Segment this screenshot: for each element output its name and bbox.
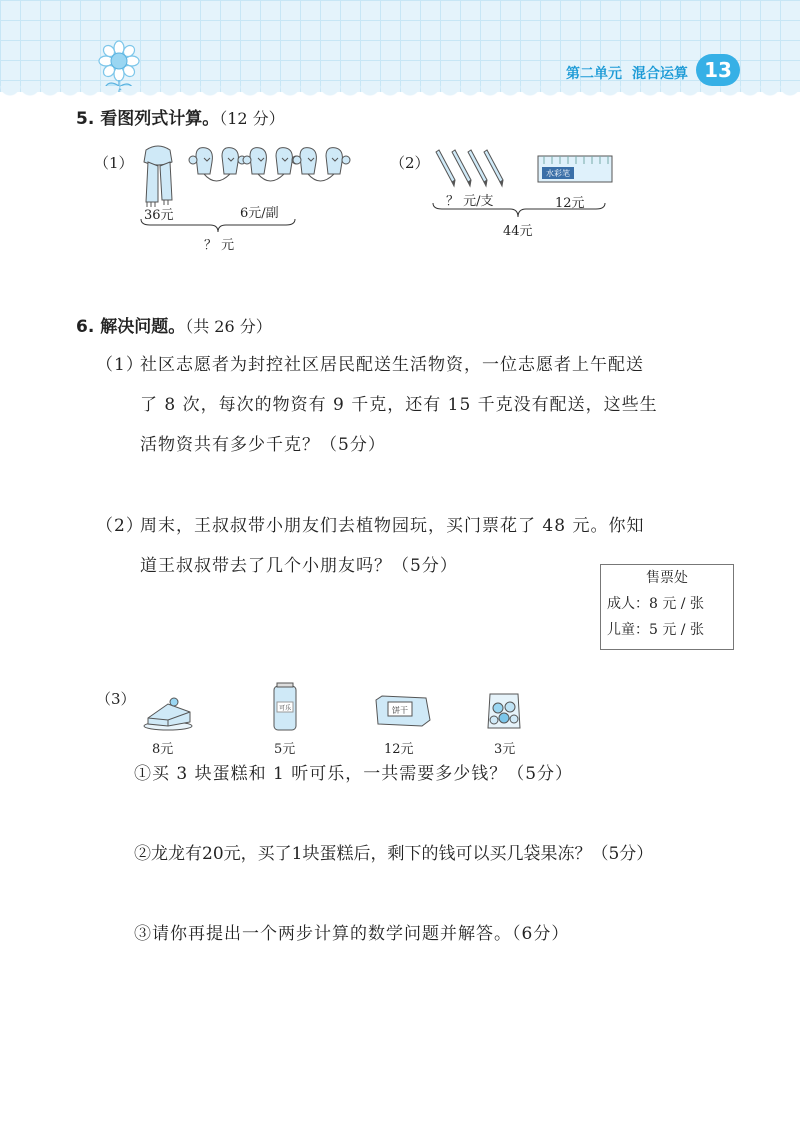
gloves-price: 6元/副 [240,206,279,221]
gloves-pair-icon [293,148,350,181]
unit-label: 第二单元 [566,66,622,82]
pen-box-icon [536,150,616,186]
q1-text [140,345,780,465]
cola-can-icon [271,682,299,734]
q1-line: 了 8 次，每次的物资有 9 千克，还有 15 千克没有配送，这些生 [140,395,658,415]
biscuit-price: 12元 [384,742,414,757]
ticket-child-price: 儿童：5 元 / 张 [607,622,704,638]
ticket-price-board [600,564,734,650]
section-5-heading [76,104,285,129]
pen-box-label: 水彩笔 [546,169,570,178]
pen-icon [436,150,503,186]
p2-pens-illustration [432,146,512,188]
section-6-heading [76,312,272,337]
pen-unit-price: ？ 元/支 [446,194,494,209]
gloves-pair-icon [189,148,246,181]
q2-line: 周末，王叔叔带小朋友们去植物园玩，买门票花了 48 元。你知 [140,516,645,536]
q3-number: （3） [96,690,136,708]
cola-label: 可乐 [278,705,292,712]
biscuit-pack-icon [372,690,432,730]
cake-price: 8元 [152,742,174,757]
section-6-title: 6. 解决问题。 [76,317,186,337]
q3-sub-2: ②龙龙有20元，买了1块蛋糕后，剩下的钱可以买几袋果冻？（5分） [134,844,654,864]
page-number: 13 [696,54,740,86]
cake-icon [142,694,196,732]
p2-total: 44元 [503,224,533,239]
p1-illustration [138,140,358,210]
jelly-price: 3元 [494,742,516,757]
q1-number: （1） [96,355,144,375]
jelly-bag-icon [484,690,524,732]
q3-sub-1: ①买 3 块蛋糕和 1 听可乐，一共需要多少钱？（5分） [134,764,574,784]
p2-total-brace [432,202,606,220]
page-header [0,0,800,92]
q1-line: 活物资共有多少千克？（5分） [140,435,386,455]
p1-total-brace [140,218,296,234]
q3-sub-3: ③请你再提出一个两步计算的数学问题并解答。（6分） [134,924,570,944]
q2-number: （2） [96,516,144,536]
scarf-icon [144,146,172,207]
gloves-pair-icon [243,148,300,181]
ticket-adult-price: 成人：8 元 / 张 [607,596,704,612]
header-scallop-border [0,86,800,98]
pen-box-price: 12元 [555,196,585,211]
ticket-title: 售票处 [646,570,688,586]
section-5-score: （12 分） [219,109,285,128]
topic-label: 混合运算 [632,66,688,82]
p1-total: ？ 元 [204,238,235,253]
section-6-score: （共 26 分） [185,317,272,336]
p1-number: （1） [94,154,134,172]
sunflower-logo-icon [94,40,144,92]
cola-price: 5元 [274,742,296,757]
q2-line: 道王叔叔带去了几个小朋友吗？（5分） [140,556,458,576]
section-5-title: 5. 看图列式计算。 [76,109,220,129]
biscuit-label: 饼干 [392,706,408,715]
q1-line: 社区志愿者为封控社区居民配送生活物资，一位志愿者上午配送 [140,355,644,375]
scarf-price: 36元 [144,208,174,223]
p2-number: （2） [390,154,430,172]
